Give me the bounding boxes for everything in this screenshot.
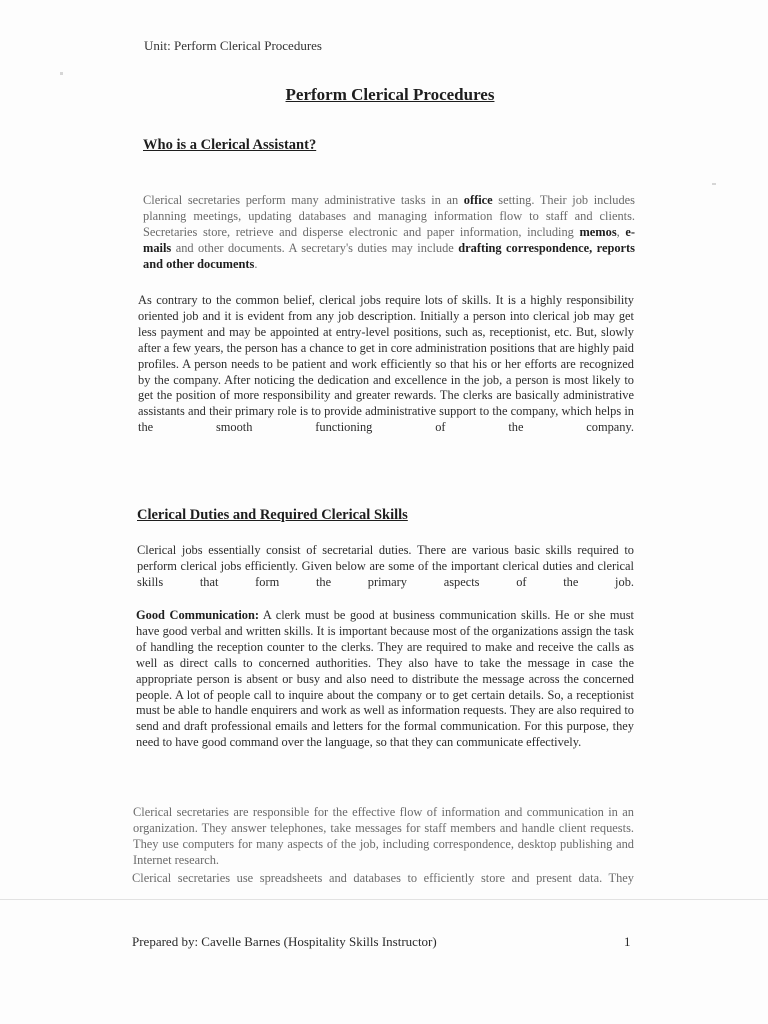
- intro-text-1: Clerical secretaries perform many administrative tasks in an: [143, 193, 464, 207]
- intro-paragraph: [143, 193, 635, 273]
- intro-bold-office: office: [463, 193, 493, 207]
- intro-text-5: .: [254, 256, 258, 271]
- intro-text-4: and other documents. A secretary's duties may include: [171, 240, 459, 255]
- scan-speck: [60, 72, 63, 75]
- scan-speck: [712, 183, 716, 185]
- intro-bold-emails: e-mails: [143, 224, 635, 255]
- communication-label: Good Communication:: [136, 608, 259, 622]
- intro-bold-drafting: drafting correspondence, reports and other documents: [143, 240, 635, 271]
- page-title: Perform Clerical Procedures: [285, 85, 495, 104]
- intro-bold-memos: memos: [579, 224, 617, 239]
- intro-text-2: setting. Their job includes planning meetings, updating databases and managing information flow to staff and clients. Secretaries store, retrieve and disperse electronic and paper information, including: [143, 193, 635, 239]
- scan-divider-line: [0, 899, 768, 900]
- section-heading-duties: Clerical Duties and Required Clerical Skills: [137, 507, 408, 523]
- duties-intro-paragraph: Clerical jobs essentially consist of secretarial duties. There are various basic skills required to perform clerical jobs efficiently. Given below are some of the important clerical duties and clerical skills that form the primary aspects of the job.: [137, 543, 634, 589]
- information-flow-paragraph: Clerical secretaries are responsible for the effective flow of information and communication in an organization. They answer telephones, take messages for staff members and handle client requests. They use computers for many aspects of the job, including correspondence, desktop publishing and Internet research.: [133, 805, 634, 867]
- intro-text-3: ,: [616, 224, 626, 239]
- communication-text: A clerk must be good at business communication skills. He or she must have good verbal and written skills. It is important because most of the organizations assign the task of handling the reception counter to the clerks. They are required to make and receive the calls as well as direct calls to concerned authorities. They also have to take the message in case the appropriate person is absent or busy and also need to distribute the message across the concerned people. A lot of people call to inquire about the company or to get certain details. So, a receptionist must be able to handle enquirers and work as well as information requests. They are also required to send and draft professional emails and letters for the formal communication. For this purpose, they need to have good command over the language, so that they can communicate effectively.: [136, 608, 634, 750]
- footer-prepared-by: Prepared by: Cavelle Barnes (Hospitality Skills Instructor): [132, 934, 437, 949]
- contrary-paragraph: As contrary to the common belief, clerical jobs require lots of skills. It is a highly responsibility oriented job and it is evident from any job description. Initially a person into clerical job may get less payment and may be appointed at entry-level positions, such as, receptionist, etc. But, slowly after a few years, the person has a chance to get in core administration positions that are highly paid profiles. A person needs to be patient and work efficiently so that his or her efforts are recognized by the company. After noticing the dedication and excellence in the job, a person is most likely to get the position of more responsibility and greater rewards. The clerks are basically administrative assistants and their primary role is to provide administrative support to the company, which helps in the smooth functioning of the company.: [138, 293, 634, 435]
- spreadsheets-paragraph: Clerical secretaries use spreadsheets and databases to efficiently store and present data. They: [132, 871, 634, 885]
- page-number: 1: [624, 934, 631, 949]
- communication-paragraph: [136, 608, 634, 751]
- page-bottom-margin: [0, 888, 768, 1024]
- unit-header: Unit: Perform Clerical Procedures: [144, 38, 322, 53]
- section-heading-who: Who is a Clerical Assistant?: [143, 137, 317, 153]
